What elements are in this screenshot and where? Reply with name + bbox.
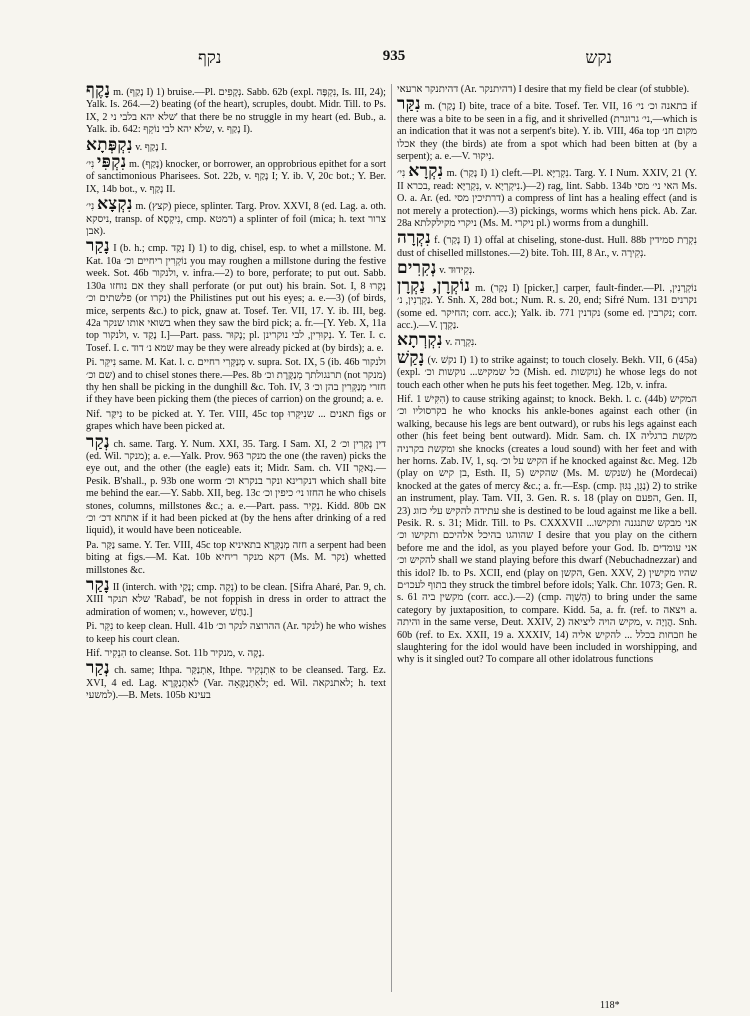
entry-headword: נָקַר xyxy=(86,236,110,256)
entry-text xyxy=(86,621,386,646)
entry-body: m. (נָקַר I) [picker,] carper, fault-finder.—Pl. נוֹקְרָנִין, נַקְרָנִין, נ׳. Y. Snh. X, 28d bot.; Num. R. s. 20, end; Sifré Num. 131 נקרנים (some ed. החיקר; corr. acc.); Yalk. ib. 771 נקדנין (some ed. נקרבין; corr. acc.).—V. נַקְדָן. xyxy=(397,282,698,331)
entry-body: I (b. h.; cmp. נְקַד I) 1) to dig, chisel, esp. to whet a millstone. M. Kat. 10a נוֹקְרִין ריחיים וכ׳ you may roughen a millstone during the festive week. Sot. 46b ולנקור, v. infra.—2) to bore, perforate; to put out. Sabb. 130a אם נוחזו they shall perforate (or put out) his brain. Sot. I, 8 נָקְרוּ פלשתים וכ׳ (or נקרו) the Philistines put out his eyes; a. e.—3) (of birds, mice, serpents &c.) to pick, gnaw at. Tosef. Ter. VII, 17. Y. ib. III, beg. 42a בשואי אותו שנקר when they saw the bird pick; a. fr.—[Y. Yeb. X, 11a top ולנקור, v. נָקַד I.]—Part. pass. נָקוּר; pl. נְקוּרִין, לבי נוקרינן. Y. Ter. I. c. Tosef. I. c. שמא נ׳ דוד may be they were already picked at (by birds); a. e. xyxy=(86,243,387,354)
dictionary-entry xyxy=(397,330,697,350)
dictionary-entry xyxy=(86,409,386,434)
entry-text xyxy=(86,431,387,538)
signature-mark: 118* xyxy=(600,1000,620,1011)
dictionary-entry xyxy=(86,648,386,660)
entry-body: m. (נָקַף I) 1) bruise.—Pl. נְקָפִים. Sabb. 62b (expl. נִקְפָּה, Is. III, 24); Yalk. Is. 264.—2) beating (of the heart), scruples, doubt. Midr. Till. to Ps. IX, 2 שלא יהא בלבי ני' that there be no struggle in my heart (ed. Bub., a. Yalk. ib. 642: שלא יהא לבי נוֹקֵף, v. נָקַף I). xyxy=(86,87,387,136)
page-header xyxy=(88,44,700,70)
column-divider xyxy=(391,84,392,992)
entry-text xyxy=(86,409,386,434)
entry-text xyxy=(86,575,386,619)
dictionary-entry xyxy=(86,540,386,577)
left-column xyxy=(86,80,387,705)
dictionary-entry xyxy=(397,394,697,667)
entry-headword: נְקַר xyxy=(86,658,110,678)
dictionary-entry xyxy=(86,658,386,702)
entry-body: נִי׳ m. (נָקַר I) 1) cleft.—Pl. נִקְרַיָּא. Targ. Y. I Num. XXIV, 21 (Y. II בכרא, read: נִקְרַיָּא, v. נִיקְרְיָא.)—2) rag, lint. Sabb. 134b האי ני׳ מסי Ms. O. a. Ar. (ed. דרתיכין מסי) a compress of lint has a healing effect (and is not merely a protection).—3) pickings, worms which hens pick. Ab. Zar. 28a ניקרי מקילקלתא (Ms. M. ניקרי pl.) worms from a dunghill. xyxy=(397,168,697,230)
entry-body: m. (נָקַר I) bite, trace of a bite. Tosef. Ter. VII, 16 בתאנה וכ׳ ני׳ if there was a bite to be seen in a fig, and it shrivelled (ני׳ גרוגרת,—which is an indication that it was not a serpent's bite). Y. ib. VIII, 46a top מקום חנ׳ אכלו they (the birds) ate from a spot which had been bitten at (by a serpent); a. e.—V. נִיקוּר. xyxy=(397,101,698,163)
dictionary-entry xyxy=(86,194,386,238)
entry-headword: נִקְפִּי xyxy=(96,152,127,172)
entry-headword: נָקַשׁ xyxy=(397,347,425,367)
entry-body: (v. נקשׁ I) 1) to strike against; to touch closely. Bekh. VII, 6 (45a) (expl. כל שמקיש... נוקשות וכ׳ (Mish. ed. נוקשות) he whose legs do not touch each other when he puts his feet together. Meg. 12b, v. infra. xyxy=(397,354,697,391)
entry-headword: נִקַּר xyxy=(397,94,421,114)
entry-text xyxy=(86,152,386,196)
entry-text xyxy=(86,194,386,238)
entry-body: f. (נָקַר I) 1) offal at chiseling, stone-dust. Hull. 88b נִקְרַת סמידין dust of chiselled millstones.—2) bite. Toh. III, 8 Ar., v. נְקִירָה. xyxy=(397,235,698,259)
dictionary-entry xyxy=(86,575,386,619)
entry-headword: נָקַר xyxy=(86,575,110,595)
entry-body: Hif. הִנְקִיר to cleanse. Sot. 11b מנקיר, v. נָקָה. xyxy=(86,648,265,660)
dictionary-entry xyxy=(86,621,386,646)
entry-headword: נְקַר xyxy=(86,431,110,451)
entry-body: II (interch. with נָקַי; cmp. נְקָה) to be clean. [Sifra Aharé, Par. 9, ch. XIII שלא תנקר 'Rabad', be not foppish in dress in order to attract the admiration of women; v., however, נַחַשׁ.] xyxy=(86,582,386,618)
entry-body: Nif. נִיקַּר to be picked at. Y. Ter. VIII, 45c top תאנים ... שנִיקְּרוּ figs or grapes which have been picked at. xyxy=(86,408,386,433)
entry-headword: נִקְרָא xyxy=(408,161,444,181)
entry-text xyxy=(86,134,386,154)
dictionary-entry xyxy=(397,161,697,230)
dictionary-entry xyxy=(397,84,697,96)
entry-body: נִי׳ m. (נָקַף) knocker, or borrower, an opprobrious epithet for a sort of sanctimonious Pharisees. Sot. 22b, v. נָקַף I; Y. ib. V, 20c bot.; Y. Ber. IX, 14b bot., v. נָקַף II. xyxy=(86,159,386,195)
entry-headword: נִקְרְתָא xyxy=(397,330,443,350)
entry-text xyxy=(397,228,698,260)
entry-headword: נִקְצָא xyxy=(97,194,133,214)
entry-text xyxy=(86,236,387,355)
dictionary-entry xyxy=(397,228,698,260)
dictionary-entry xyxy=(86,431,387,538)
running-head-right: נקש xyxy=(585,48,612,67)
dictionary-entry xyxy=(86,357,386,407)
page-number: 935 xyxy=(382,48,406,64)
dictionary-entry xyxy=(397,347,697,392)
dictionary-entry xyxy=(86,134,386,154)
entry-text xyxy=(86,540,386,577)
entry-headword: נְקִרִים xyxy=(397,258,437,278)
dictionary-entry xyxy=(397,94,698,163)
entry-text xyxy=(397,347,697,392)
entry-headword: נִקְרָה xyxy=(397,228,431,248)
entry-text xyxy=(397,94,698,163)
entry-text xyxy=(86,80,387,137)
entry-body: v. נִקְרָה. xyxy=(445,337,477,349)
entry-body: נִי׳ m. (קצץ) piece, splinter. Targ. Prov. XXVI, 8 (ed. Lag. a. oth. ניסקא, transp. of נִיקְסָא, cmp. דמטא) a splinter of foil (mica; h. text צרור אבן). xyxy=(86,201,386,238)
entry-headword: נִקְפְּתָא xyxy=(86,134,133,154)
entry-body: Pa. נַקַּר same. Y. Ter. VIII, 45c top חזה מְנַקְּרָא בתאיניא a serpent had been biting at figs.—M. Kat. 10b דקא מנקר ריחיא (Ms. M. נקר) whetted millstones &c. xyxy=(86,539,387,576)
running-head-left: נקף xyxy=(198,48,222,67)
dictionary-entry xyxy=(86,80,387,137)
entry-body: v. נָקַף I. xyxy=(135,141,168,153)
entry-text xyxy=(397,394,697,667)
dictionary-entry xyxy=(86,236,387,355)
entry-text xyxy=(397,330,697,350)
entry-text xyxy=(397,161,697,230)
entry-text xyxy=(397,84,697,96)
entry-body: ch. same. Targ. Y. Num. XXI, 35. Targ. I Sam. XI, 2 דין נָקְרִין וכ׳ (ed. Wil. מנקר); a. e.—Yalk. Prov. 963 מנקר the one (the raven) picks the eye out, and the other (the eagle) eats it; Midr. Sam. ch. VII נְאקַר.—Pesik. B'shall., p. 93b one worm דנקרינא ונקר בנקרא וכ׳ which shall bite me behind the ear.—Y. Sabb. XII, beg. 13c החזו ני׳ כיפין וכ׳ he who chisels stones, columns, millstones &c.; a. e.—Part. pass. נְקִיר. Kidd. 80b אם אתחא דכ׳ וכ׳ if it had been picked at (by the hens after drinking of a red liquid), it would have been noticeable. xyxy=(86,438,387,537)
entry-text xyxy=(86,658,386,702)
entry-body: דהיתנקר ארעאי (Ar. דהיתנקר) I desire that my field be clear (of stubble). xyxy=(397,84,690,95)
entry-body: v. נְקִידוּד. xyxy=(439,265,475,277)
entry-text xyxy=(86,648,386,660)
entry-text xyxy=(397,275,698,333)
right-column xyxy=(397,84,697,669)
entry-headword: נָקֶף xyxy=(86,80,111,99)
entry-body: Pi. נִיקֵּר same. M. Kat. l. c. מְנַקְּרִי רחיים v. supra. Sot. IX, 5 (ib. 46b ולנקור שם וכ׳) and to chisel stones there.—Pes. 8b תרנגולתך מְנַקֶּרֶת וכ׳ (not מנקר) thy hen shall be picking in the dunghill &c. Toh. IV, 3 חזרי מְנַקְּרִין בהן וכ׳ if they have been picking them (the pieces of carrion) on the ground; a. e. xyxy=(86,357,386,406)
entry-body: Hif. הִקִּישׁ 1) to cause striking against; to knock. Bekh. l. c. (44b) המקיש בקרסוליו וכ׳ he who knocks his ankle-bones against each other (in walking, because his legs are bent outward), or rubs his legs against each other (his feet being bent outward). Midr. Sam. ch. IX מקשת ברגליה ומקשת בקרניה she knocks (creates a loud sound) with her feet and with her horns. Zab. IV, 1, sq. הקיש על וכ׳ if he knocked against &c. Meg. 12b (play on בן קיש, Esth. II, 5) שהקיש (Ms. M. שנקש) he (Mordecai) knocked at the gates of mercy &c.; a. fr.—Esp. (cmp. נַגֵּן, נִגּוּן) 2) to strike an instrument, play. Tam. VII, 3. Gen. R. s. 18 (play on הפעם, Gen. II, 23) עתידה להקיש עלי כזוג she is destined to be loud against me like a bell. Pesik. R. s. 31; Midr. Till. to Ps. CXXXVII אני מבקש שתנגנה ותקישו... שהוהגו בהיכל אלהיכם ותקישו וכ׳ I desire that you play on the cithern before me and the idol, as you played before your God. Ib. אני עומדים להקיש וכ׳ shall we stand playing before this dwarf (Nebuchadnezzar) and this idol? Ib. to Ps. XCII, end (play on הקשן, Gen. XXV, 2) שהיו מקישין בתוף לעכו״ם they struck the timbrel before idols; Yalk. Chr. 1073; Gen. R. s. 61 מקשין ביה (corr. acc.).—2) (cmp. הִשְׁוָה) to bring under the same category by juxtaposition, to compare. Kidd. 5a, a. fr. (ref. to ויצאה a. והיתה in the same verse, Deut. XXIV, 2) מקיש הויה ליציאה, v. הֲוָיָה. Snh. 60b (ref. to Ex. XXII, 19 a. XXXIV, 14) וזבחות בכלל ... להקיש אליה he slaughtering for the idol would have been included in worshipping, and why is it singled out? To compare all other idolatrous functions xyxy=(397,393,698,666)
entry-body: ch. same; Ithpa. אִתְנַקַּר, Ithpe. אִתְנְקִיר to be cleansed. Targ. Ez. XVI, 4 ed. Lag. לאִתְנַקָּרָא (Var. לאִתְנַקָּאָה; ed. Wil. לאתנקאה; h. text למשעי).—B. Mets. 105b בעינא xyxy=(86,665,386,702)
entry-headword: נוֹקְרָן, נַקְרָן xyxy=(397,275,471,295)
dictionary-entry xyxy=(397,275,698,333)
entry-text xyxy=(86,357,386,407)
dictionary-entry xyxy=(86,152,386,196)
entry-body: Pi. נִקֵּר to keep clean. Hull. 41b ההרוצה לנקר וכ׳ (Ar. לנקד) he who wishes to keep his court clean. xyxy=(86,621,387,645)
